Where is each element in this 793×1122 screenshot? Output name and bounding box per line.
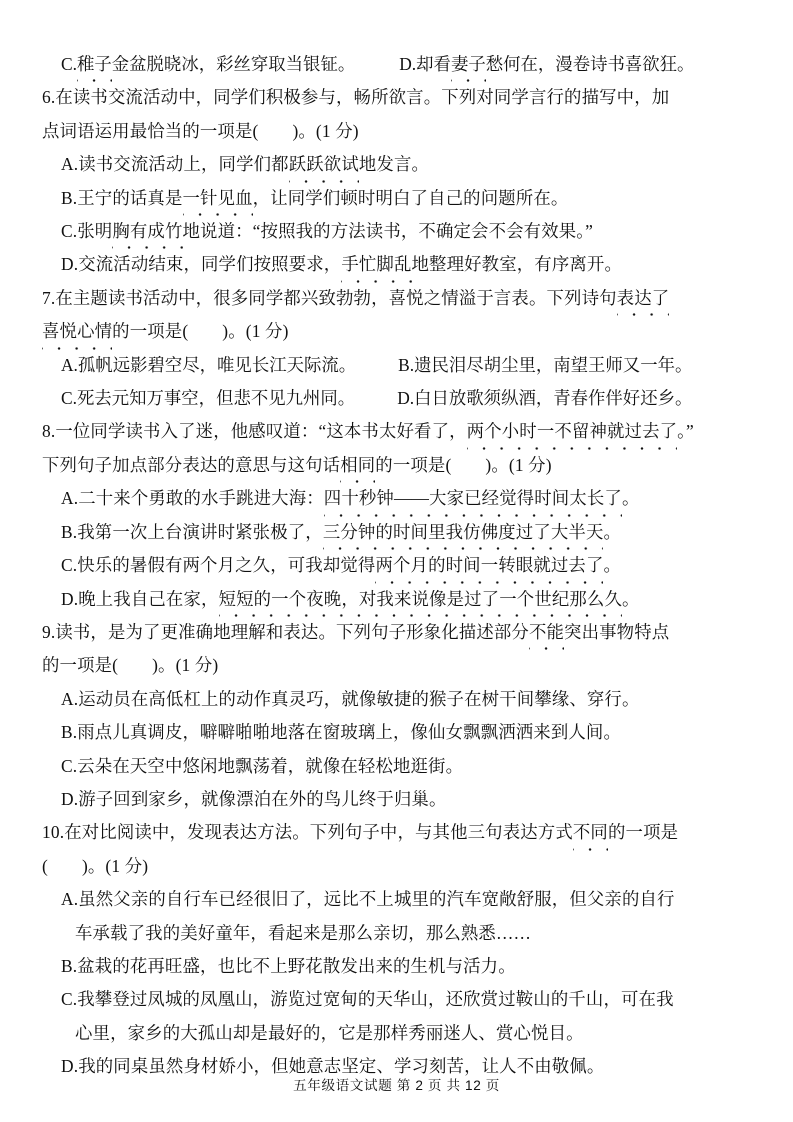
q5-option-d-text: 愁何在，漫卷诗书喜欲狂。	[485, 54, 695, 74]
q7-stem-line2: 喜悦心情的一项是( )。(1 分)	[42, 315, 754, 348]
q5-option-c-text: 金盆脱晓冰，彩丝穿取当银钲。	[111, 54, 356, 74]
q6-stem-text: 在读书交流活动中，同学们积极参与，畅所欲言。下列对同学言行的描写中，加	[55, 87, 670, 108]
q10-option-d: D.我的同桌虽然身材娇小，但她意志坚定、学习刻苦，让人不由敬佩。	[61, 1056, 605, 1077]
q10-stem-emphasis: 不同	[573, 816, 608, 849]
q8-option-b: B.我第一次上台演讲时紧张极了，三分钟的时间里我仿佛度过了大半天。	[42, 516, 754, 549]
q6-option-c: C.张明胸有成竹地说道：“按照我的方法读书，不确定会不会有效果。”	[42, 215, 754, 248]
page-footer: 五年级语文试题 第 2 页 共 12 页	[293, 1078, 500, 1093]
q8-option-d-emphasis: 短短的一个夜晚，对我来说像是过了一个世纪那么久	[219, 583, 622, 616]
q5-option-d-label: D.却看	[399, 54, 451, 74]
q5-option-d	[399, 48, 694, 81]
q10-number: 10.	[42, 822, 65, 843]
q8-stem-line1: 8.一位同学读书入了迷，他感叹道：“这本书太好看了，两个小时一不留神就过去了。”	[42, 415, 754, 448]
q9-option-c: C.云朵在天空中悠闲地飘荡着，就像在轻松地逛街。	[61, 755, 464, 776]
q9-number: 9.	[42, 621, 56, 642]
q8-option-c-emphasis: 两个月的时间一转眼就过去了	[375, 549, 603, 582]
q10-option-c-line1: C.我攀登过凤城的凤凰山，游览过宽甸的天华山，还欣赏过鞍山的千山，可在我	[61, 989, 674, 1010]
q8-stem-line2: 下列句子加点部分表达的意思与这句话相同的一项是( )。(1 分)	[42, 449, 754, 482]
q5-option-c-emphasis: 稚子	[77, 48, 112, 81]
q6-option-b: B.王宁的话真是一针见血，让同学们顿时明白了自己的问题所在。	[42, 182, 754, 215]
q8-option-c: C.快乐的暑假有两个月之久，可我却觉得两个月的时间一转眼就过去了。	[42, 549, 754, 582]
q7-stem-line1: 7.在主题读书活动中，很多同学都兴致勃勃，喜悦之情溢于言表。下列诗句表达了	[42, 282, 754, 315]
q6-stem-line2: 点词语运用最恰当的一项是( )。(1 分)	[42, 120, 359, 141]
q10-option-a-line2: 车承载了我的美好童年，看起来是那么亲切，那么熟悉……	[75, 922, 532, 943]
q7-option-c: C.死去元知万事空，但悲不见九州同。	[61, 388, 356, 409]
q7-stem-emphasis-2: 喜悦心情	[42, 315, 112, 348]
q7-option-d: D.白日放歌须纵酒，青春作伴好还乡。	[397, 388, 693, 409]
q9-option-b: B.雨点儿真调皮，噼噼啪啪地落在窗玻璃上，像仙女飘飘洒洒来到人间。	[61, 722, 622, 743]
q9-stem-line1: 9.读书，是为了更准确地理解和表达。下列句子形象化描述部分不能突出事物特点	[42, 616, 754, 649]
q10-stem-line2: ( )。(1 分)	[42, 855, 149, 876]
q5-options-row	[42, 48, 754, 81]
q6-number: 6.	[42, 87, 56, 108]
q8-option-b-emphasis: 三分钟的时间里我仿佛度过了大半天	[323, 516, 604, 549]
exam-content	[42, 48, 754, 1084]
q6-stem-line1	[42, 81, 754, 114]
q6-option-a-emphasis: 跃跃欲试	[289, 148, 359, 181]
q7-options-row-2	[42, 382, 754, 415]
q7-stem-emphasis-1: 表达了	[617, 282, 670, 315]
q10-option-c-line2: 心里，家乡的大孤山却是最好的，它是那样秀丽迷人、赏心悦目。	[75, 1022, 584, 1043]
q10-option-b: B.盆栽的花再旺盛，也比不上野花散发出来的生机与活力。	[61, 955, 516, 976]
q8-number: 8.	[42, 421, 56, 442]
q5-option-c	[61, 48, 355, 81]
q8-option-d: D.晚上我自己在家，短短的一个夜晚，对我来说像是过了一个世纪那么久。	[42, 583, 754, 616]
q7-option-b: B.遗民泪尽胡尘里，南望王师又一年。	[398, 354, 693, 375]
q6-option-c-emphasis: 胸有成竹	[112, 215, 182, 248]
q9-option-a: A.运动员在高低杠上的动作真灵巧，就像敏捷的猴子在树干间攀缘、穿行。	[61, 688, 640, 709]
q6-option-b-emphasis: 一针见血	[183, 182, 253, 215]
q8-stem-emphasis-2: 相同	[340, 449, 375, 482]
q10-stem-line1: 10.在对比阅读中，发现表达方法。下列句子中，与其他三句表达方式不同的一项是	[42, 816, 754, 849]
q7-number: 7.	[42, 287, 56, 308]
q9-stem-line2: 的一项是( )。(1 分)	[42, 655, 219, 676]
q6-option-d: D.交流活动结束，同学们按照要求，手忙脚乱地整理好教室，有序离开。	[42, 248, 754, 281]
q5-option-c-label: C.	[61, 54, 77, 74]
q8-option-a-emphasis: 四十秒钟——大家已经觉得时间太长了	[324, 482, 622, 515]
q6-option-d-emphasis: 手忙脚乱	[341, 248, 411, 281]
q7-option-a: A.孤帆远影碧空尽，唯见长江天际流。	[61, 354, 357, 375]
q9-option-d: D.游子回到家乡，就像漂泊在外的鸟儿终于归巢。	[61, 788, 447, 809]
q10-option-a-line1: A.虽然父亲的自行车已经很旧了，远比不上城里的汽车宽敞舒服，但父亲的自行	[61, 889, 675, 910]
q6-option-a: A.读书交流活动上，同学们都跃跃欲试地发言。	[42, 148, 754, 181]
q9-stem-emphasis: 不能	[529, 616, 564, 649]
q8-stem-emphasis-1: 两个小时一不留神就过去了	[467, 415, 678, 448]
q7-options-row-1	[42, 349, 754, 382]
q5-option-d-emphasis: 妻子	[451, 48, 486, 81]
q8-option-a: A.二十来个勇敢的水手跳进大海：四十秒钟——大家已经觉得时间太长了。	[42, 482, 754, 515]
